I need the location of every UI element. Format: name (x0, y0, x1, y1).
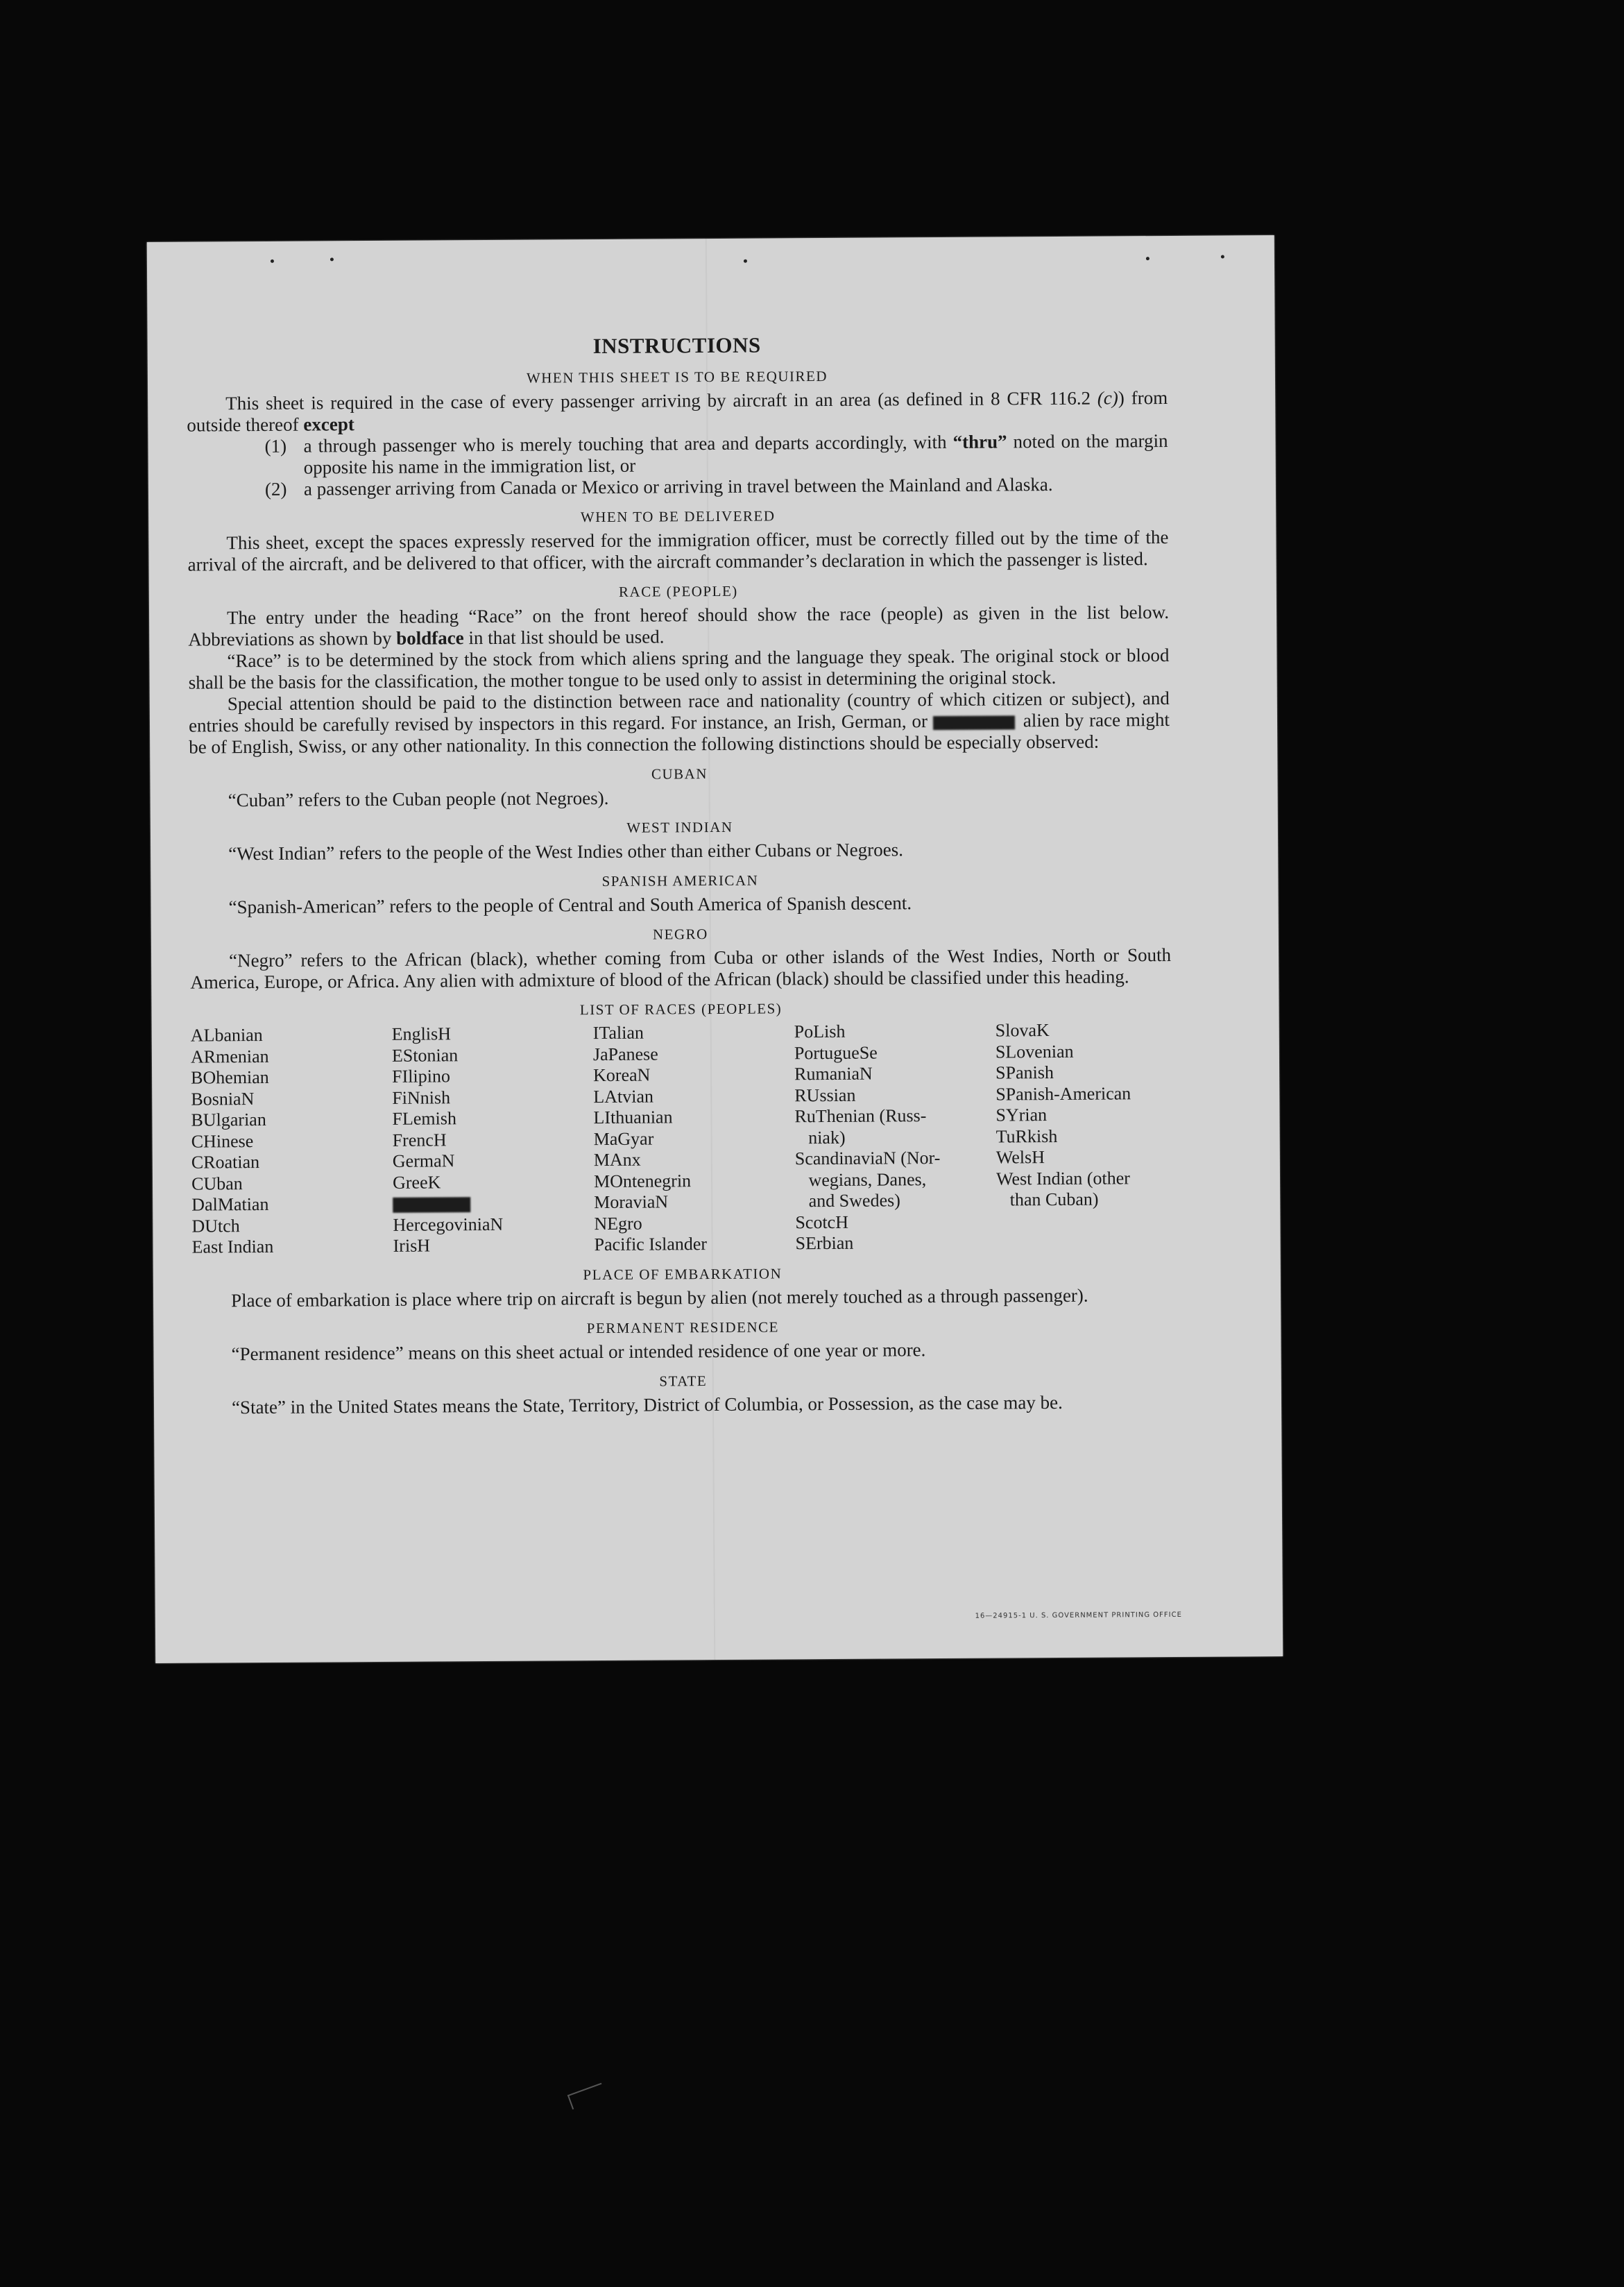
races-column (392, 1023, 595, 1257)
race-entry: and Swedes) (795, 1190, 900, 1211)
exceptions-list (264, 430, 1168, 500)
heading-cuban: CUBAN (651, 765, 708, 783)
paragraph-race-1: The entry under the heading “Race” on the front hereof should show the race (people) as given in the list below. Abbreviations as shown by boldface in that list should be used. (188, 601, 1170, 650)
race-entry: BOhemian (191, 1066, 269, 1088)
heading-permanent-residence: PERMANENT RESIDENCE (586, 1318, 780, 1336)
race-entry: MaGyar (593, 1128, 654, 1149)
race-entry: NEgro (594, 1213, 642, 1234)
race-entry: PortugueSe (794, 1042, 878, 1063)
race-entry: FLemish (392, 1108, 457, 1129)
race-entry: LIthuanian (593, 1107, 673, 1128)
paragraph-required: This sheet is required in the case of every passenger arriving by aircraft in an area (as defined in 8 CFR 116.2 (c)) from outside thereof except (187, 386, 1168, 436)
paragraph-state: “State” in the United States means the State, Territory, District of Columbia, or Possession, as the case may be. (231, 1391, 1063, 1418)
race-entry: FiNnish (392, 1087, 451, 1108)
heading-when-delivered: WHEN TO BE DELIVERED (580, 507, 776, 526)
race-entry: CUban (191, 1173, 243, 1194)
race-entry: than Cuban) (996, 1189, 1099, 1210)
race-entry: ScotcH (795, 1211, 849, 1232)
race-entry: MAnx (593, 1149, 641, 1171)
paragraph-race-2: “Race” is to be determined by the stock from which aliens spring and the language they speak. The original stock or blood shall be the basis for the classification, the mother tongue to be used only to assist in determining the original stock. (188, 644, 1170, 693)
redaction-mark (393, 1197, 470, 1213)
paper-speck (744, 260, 747, 263)
race-entry: EStonian (391, 1044, 459, 1066)
paragraph-delivered: This sheet, except the spaces expressly reserved for the immigration officer, must be correctly filled out by the time of the arrival of the aircraft, and be delivered to that officer, with the aircraft commander’s declaration in which the passenger is listed. (187, 526, 1169, 575)
heading-race: RACE (PEOPLE) (618, 582, 738, 600)
paper-speck (1221, 255, 1224, 258)
race-entry: SPanish-American (995, 1082, 1131, 1105)
heading-list-of-races: LIST OF RACES (PEOPLES) (579, 1000, 783, 1019)
paragraph-west-indian: “West Indian” refers to the people of the West Indies other than either Cubans or Negroes. (228, 839, 904, 865)
heading-when-required: WHEN THIS SHEET IS TO BE REQUIRED (526, 367, 828, 386)
race-entry: HercegoviniaN (393, 1214, 504, 1235)
race-entry: ScandinaviaN (Nor- (794, 1148, 941, 1169)
race-entry: MoraviaN (594, 1191, 669, 1213)
race-entry: IrisH (393, 1235, 431, 1256)
race-entry: GreeK (392, 1171, 441, 1193)
race-entry: KoreaN (593, 1064, 651, 1086)
race-entry: BosniaN (191, 1088, 255, 1110)
heading-state: STATE (659, 1372, 708, 1390)
heading-spanish-american: SPANISH AMERICAN (601, 872, 759, 890)
paragraph-negro: “Negro” refers to the African (black), whether coming from Cuba or other islands of the West Indies, North or South America, Europe, or Africa. Any alien with admixture of blood of the African (black) should be classified under this heading. (190, 944, 1172, 993)
list-item: (2) a passenger arriving from Canada or Mexico or arriving in travel between the Mainland and Alaska. (264, 474, 1053, 500)
race-entry: GermaN (392, 1150, 455, 1171)
paper-speck (271, 260, 274, 263)
race-entry: niak) (794, 1127, 846, 1148)
race-entry: FrencH (392, 1129, 447, 1150)
paragraph-race-3: Special attention should be paid to the distinction between race and nationality (country of which citizen or subject), and entries should be carefully revised by inspectors in this regard. For instance, an Irish, German, or alien by race might be of English, Swiss, or any other nationality. In this connection the following distinctions should be especially observed: (188, 687, 1170, 758)
race-entry: RumaniaN (794, 1063, 873, 1085)
heading-place-of-embarkation: PLACE OF EMBARKATION (583, 1264, 783, 1283)
race-entry: CRoatian (191, 1152, 260, 1173)
race-entry-redacted (393, 1192, 594, 1214)
scan-artifact (567, 2083, 606, 2109)
race-entry: DalMatian (191, 1193, 269, 1215)
page-title: INSTRUCTIONS (592, 332, 761, 359)
race-entry: BUlgarian (191, 1109, 266, 1130)
race-entry: RUssian (794, 1085, 856, 1105)
race-entry: CHinese (191, 1130, 254, 1152)
races-column (593, 1021, 796, 1255)
race-entry: ARmenian (190, 1046, 269, 1067)
paper-speck (330, 257, 334, 261)
race-entry: SLovenian (995, 1041, 1074, 1062)
race-entry: East Indian (191, 1236, 274, 1257)
race-entry: ITalian (592, 1022, 644, 1044)
redaction-mark (933, 715, 1015, 730)
race-entry: ALbanian (190, 1024, 263, 1046)
race-entry: Pacific Islander (594, 1234, 708, 1255)
instructions-text (187, 330, 1174, 1418)
race-entry: DUtch (191, 1215, 240, 1236)
paragraph-cuban: “Cuban” refers to the Cuban people (not Negroes). (228, 787, 609, 811)
race-entry: SPanish (995, 1062, 1054, 1083)
races-table (191, 1019, 1173, 1258)
race-entry: TuRkish (995, 1125, 1058, 1147)
document-page (147, 235, 1283, 1663)
printing-office-code: 16—24915-1 U. S. GOVERNMENT PRINTING OFFICE (975, 1610, 1182, 1620)
races-column (995, 1019, 1198, 1253)
heading-west-indian: WEST INDIAN (626, 818, 733, 836)
list-item: (1) a through passenger who is merely touching that area and departs accordingly, with “thru” noted on the margin opposite his name in the immigration list, or (264, 430, 1168, 478)
heading-negro: NEGRO (652, 926, 708, 943)
race-entry: PoLish (794, 1021, 846, 1042)
paragraph-spanish-american: “Spanish-American” refers to the people of Central and South America of Spanish descent. (228, 892, 912, 918)
race-entry: RuThenian (Russ- (794, 1105, 927, 1127)
race-entry: SErbian (795, 1232, 854, 1254)
races-column (794, 1021, 997, 1255)
race-entry: JaPanese (592, 1044, 658, 1064)
race-entry: EnglisH (391, 1023, 452, 1044)
race-entry: MOntenegrin (593, 1170, 692, 1191)
race-entry: FIlipino (392, 1066, 450, 1087)
race-entry: wegians, Danes, (794, 1168, 927, 1190)
paragraph-embarkation: Place of embarkation is place where trip on aircraft is begun by alien (not merely touched as a through passenger). (230, 1284, 1088, 1311)
race-entry: West Indian (other (995, 1167, 1130, 1189)
race-entry: SlovaK (995, 1020, 1050, 1041)
race-entry: LAtvian (593, 1086, 654, 1107)
race-entry: WelsH (995, 1147, 1045, 1168)
race-entry: SYrian (995, 1105, 1048, 1125)
paragraph-residence: “Permanent residence” means on this sheet actual or intended residence of one year or more. (231, 1338, 926, 1364)
paper-speck (1146, 257, 1149, 260)
races-column (191, 1024, 393, 1258)
